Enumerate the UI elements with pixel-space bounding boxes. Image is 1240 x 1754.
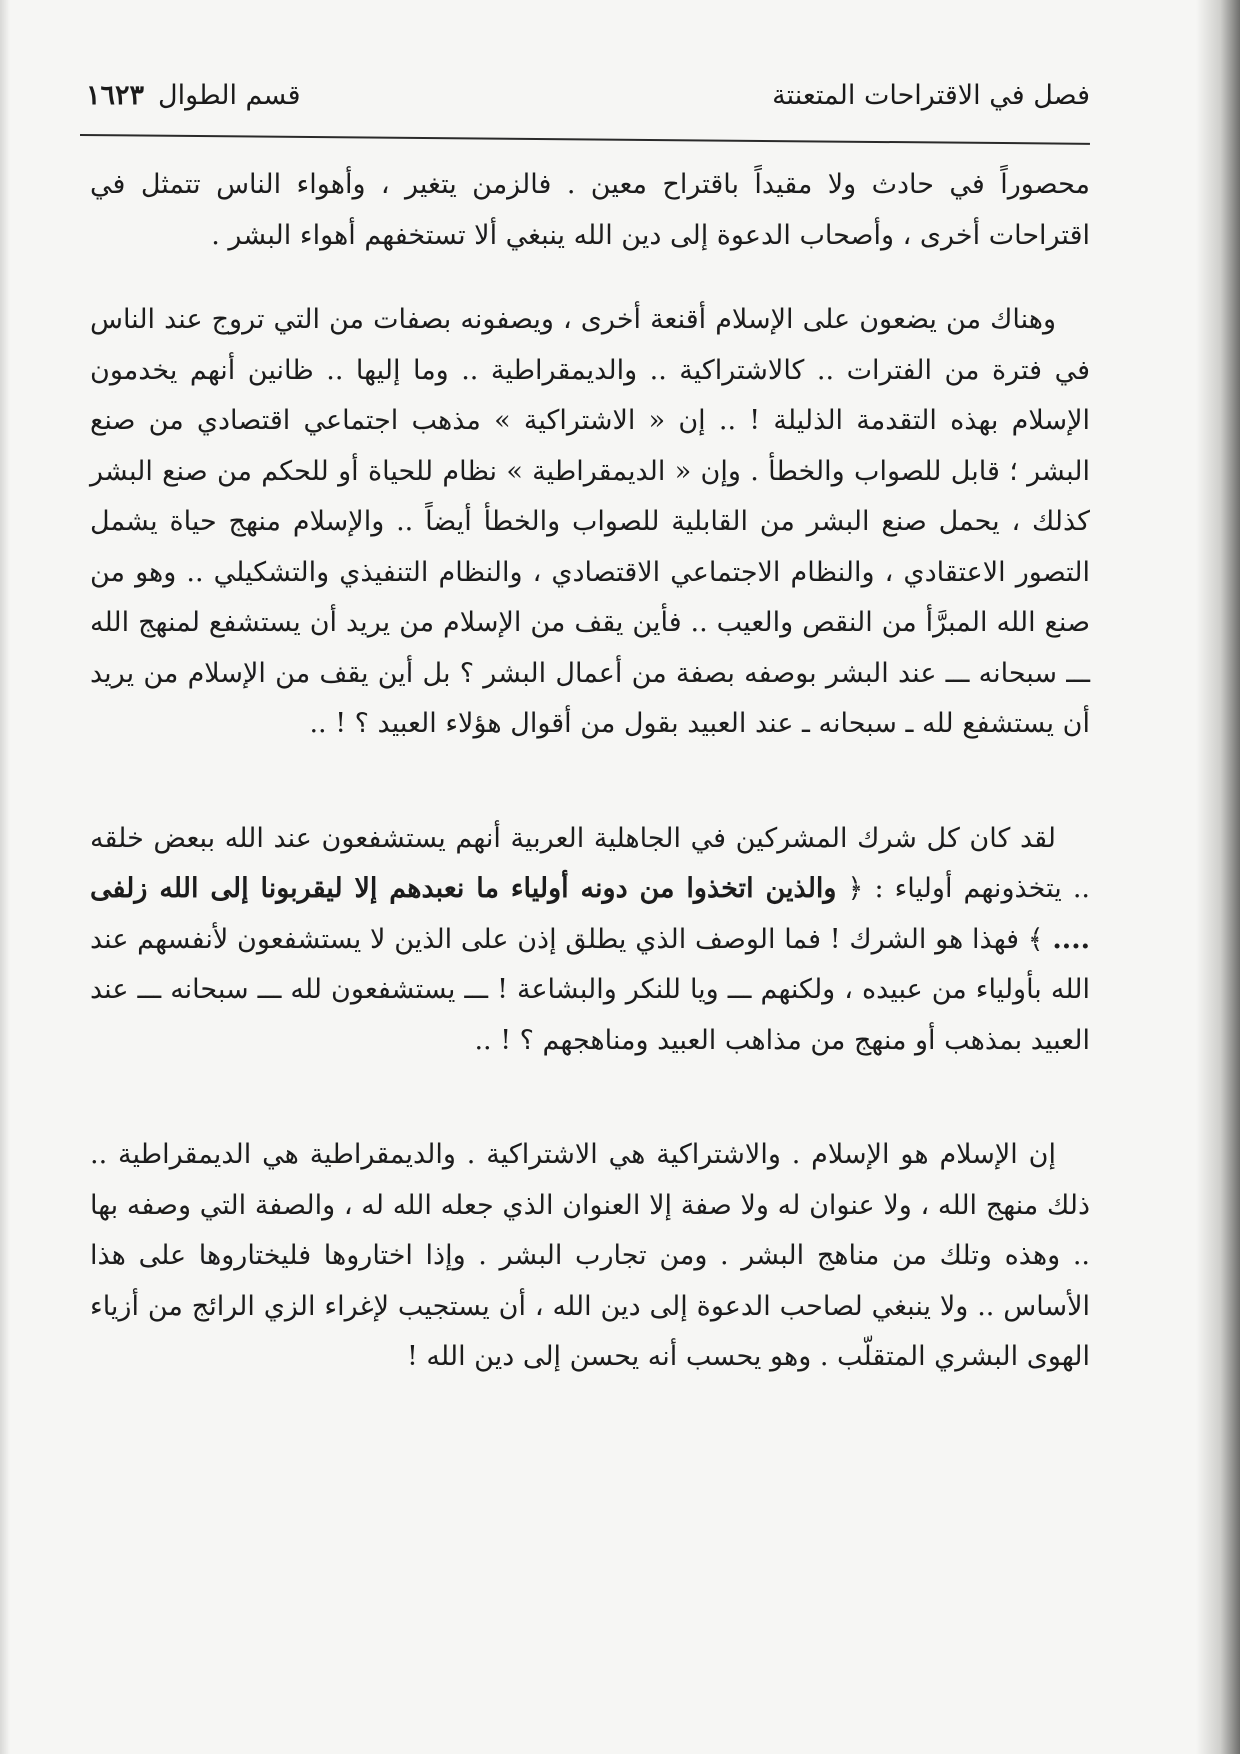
paragraph-3-continuation: ﴾ فهذا هو الشرك ! فما الوصف الذي يطلق إذن على الذين لا يستشفعون لأنفسهم عند الله بأولياء من عبيده ، ولكنهم ـــ ويا للنكر والبشاعة ! ـــ يستشفعون لله ـــ سبحانه ـــ عند العبيد بمذهب أو منهج من مذاهب العبيد ومناهجهم ؟ ! ..	[90, 923, 1090, 1056]
page-number: ١٦٢٣	[86, 80, 145, 111]
paragraph-gap	[90, 261, 1090, 295]
part-title: قسم الطوال	[158, 80, 301, 111]
running-header	[86, 74, 1090, 134]
part-title-and-page-number	[86, 80, 301, 111]
paragraph-gap	[90, 750, 1090, 814]
paragraph-4: إن الإسلام هو الإسلام . والاشتراكية هي الاشتراكية . والديمقراطية هي الديمقراطية .. ذلك منهج الله ، ولا عنوان له ولا صفة إلا العنوان الذي جعله الله له ، والصفة التي وصفه بها .. وهذه وتلك من مناهج البشر . ومن تجارب البشر . وإذا اختاروها فليختاروها على هذا الأساس .. ولا ينبغي لصاحب الدعوة إلى دين الله ، أن يستجيب لإغراء الزي الرائج من أزياء الهوى البشري المتقلّب . وهو يحسب أنه يحسن إلى دين الله !	[90, 1139, 1090, 1372]
header-rule	[80, 134, 1090, 145]
scan-edge-shadow-right	[1196, 0, 1240, 1754]
paragraph-3-intro: لقد كان كل شرك المشركين في الجاهلية العربية أنهم يستشفعون عند الله ببعض خلقه .. يتخذونهم أولياء : ﴿	[90, 822, 1090, 904]
paragraph-2: وهناك من يضعون على الإسلام أقنعة أخرى ، ويصفونه بصفات من التي تروج عند الناس في فترة من الفترات .. كالاشتراكية .. والديمقراطية .. وما إليها .. ظانين أنهم يخدمون الإسلام بهذه التقدمة الذليلة ! .. إن « الاشتراكية » مذهب اجتماعي اقتصادي من صنع البشر ؛ قابل للصواب والخطأ . وإن « الديمقراطية » نظام للحياة أو للحكم من صنع البشر كذلك ، يحمل صنع البشر من القابلية للصواب والخطأ أيضاً .. والإسلام منهج حياة يشمل التصور الاعتقادي ، والنظام الاجتماعي الاقتصادي ، والنظام التنفيذي والتشكيلي .. وهو من صنع الله المبرَّأ من النقص والعيب .. فأين يقف من الإسلام من يريد أن يستشفع لمنهج الله ـــ سبحانه ـــ عند البشر بوصفه بصفة من أعمال البشر ؟ بل أين يقف من الإسلام من يريد أن يستشفع لله ـ سبحانه ـ عند العبيد بقول من أقوال هؤلاء العبيد ؟ ! ..	[90, 304, 1090, 739]
paragraph-1: محصوراً في حادث ولا مقيداً باقتراح معين . فالزمن يتغير ، وأهواء الناس تتمثل في اقتراحات أخرى ، وأصحاب الدعوة إلى دين الله ينبغي ألا تستخفهم أهواء البشر .	[90, 169, 1090, 251]
chapter-title: فصل في الاقتراحات المتعنتة	[772, 80, 1090, 111]
quran-verse: والذين اتخذوا من دونه أولياء ما نعبدهم إلا ليقربونا إلى الله زلفى ....	[90, 873, 1090, 955]
scan-edge-shadow-left	[0, 0, 10, 1754]
body-text	[90, 160, 1090, 1383]
paragraph-gap	[90, 1066, 1090, 1130]
paragraph-3	[90, 814, 1090, 1067]
